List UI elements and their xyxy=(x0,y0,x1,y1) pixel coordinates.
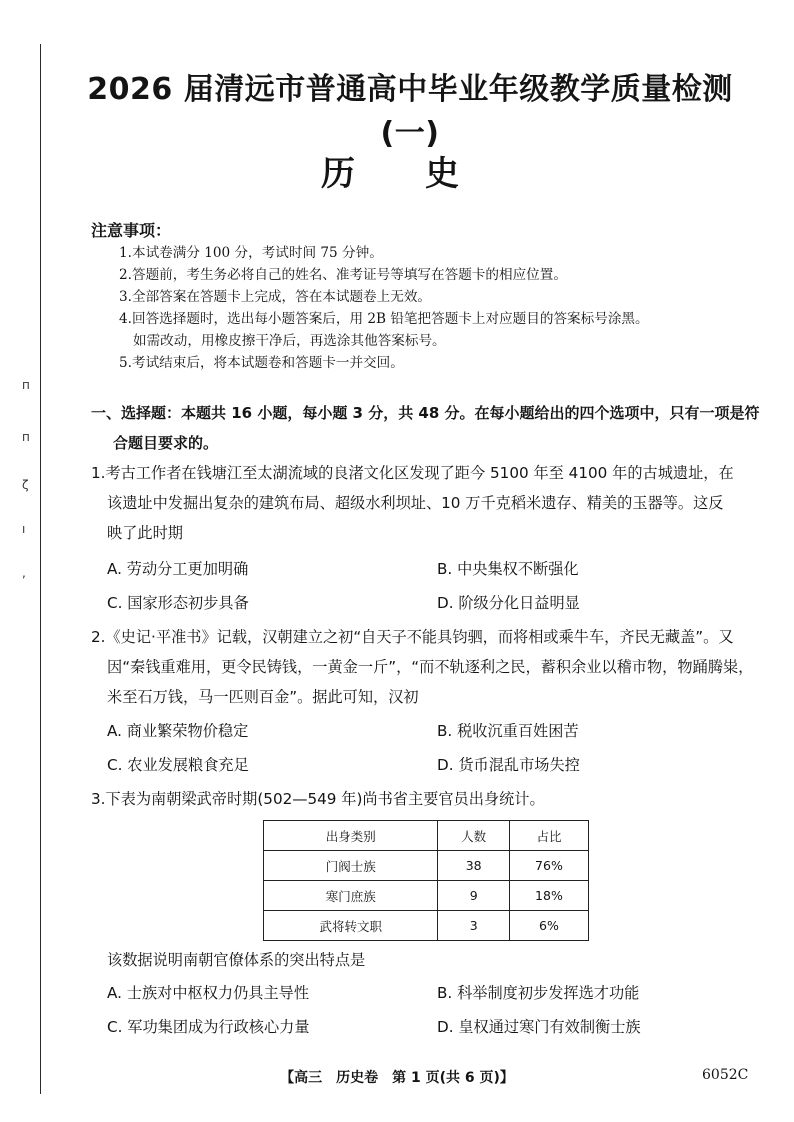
notice-heading: 注意事项： xyxy=(91,221,172,240)
notice-item xyxy=(91,242,781,264)
notice-item xyxy=(91,352,781,374)
table-header-cell: 出身类别 xyxy=(264,821,438,851)
option-d: D. 货币混乱市场失控 xyxy=(437,756,580,774)
table-cell: 9 xyxy=(438,881,509,911)
table-cell: 76% xyxy=(509,851,588,881)
question-stem-line: 3.下表为南朝梁武帝时期(502—549 年)尚书省主要官员出身统计。 xyxy=(91,790,545,808)
question-stem-line: 2.《史记·平准书》记载，汉朝建立之初“自天子不能具钧驷，而将相或乘牛车，齐民无藏盖”。又 xyxy=(91,628,734,646)
question-stem-line: 映了此时期 xyxy=(107,524,183,542)
table-cell: 18% xyxy=(509,881,588,911)
question-2 xyxy=(91,622,781,712)
option-d: D. 皇权通过寒门有效制衡士族 xyxy=(437,1018,641,1036)
table-header-row xyxy=(264,821,589,851)
notice-item-text: 1.本试卷满分 100 分，考试时间 75 分钟。 xyxy=(119,245,383,261)
option-a: A. 商业繁荣物价稳定 xyxy=(107,722,249,740)
notice-item xyxy=(91,286,781,308)
question-stem-line: 米至石万钱，马一匹则百金”。据此可知，汉初 xyxy=(107,688,419,706)
margin-mark: ı xyxy=(22,522,26,536)
table-cell: 38 xyxy=(438,851,509,881)
notice-item-text: 4.回答选择题时，选出每小题答案后，用 2B 铅笔把答题卡上对应题目的答案标号涂黑。 xyxy=(119,311,649,327)
option-a: A. 劳动分工更加明确 xyxy=(107,560,249,578)
section-heading-line: 一、选择题：本题共 16 小题，每小题 3 分，共 48 分。在每小题给出的四个选项中，只有一项是符 xyxy=(91,404,760,422)
notice-item-text: 2.答题前，考生务必将自己的姓名、准考证号等填写在答题卡的相应位置。 xyxy=(119,267,567,283)
option-b: B. 税收沉重百姓困苦 xyxy=(437,722,579,740)
margin-mark: ζ xyxy=(22,478,29,492)
paper-code: 6052C xyxy=(702,1067,749,1083)
margin-mark: п xyxy=(22,430,30,444)
statistics-table xyxy=(263,820,589,941)
question-3-prompt xyxy=(107,945,794,975)
table-cell: 6% xyxy=(509,911,588,941)
table-cell: 武将转文职 xyxy=(264,911,438,941)
table-cell: 门阀士族 xyxy=(264,851,438,881)
table-row xyxy=(264,911,589,941)
question-1 xyxy=(91,458,781,548)
table-header-cell: 人数 xyxy=(438,821,509,851)
option-c: C. 农业发展粮食充足 xyxy=(107,756,249,774)
table-header-cell: 占比 xyxy=(509,821,588,851)
notice-item xyxy=(91,308,781,352)
question-stem-line: 该遗址中发掘出复杂的建筑布局、超级水利坝址、10 万千克稻米遗存、精美的玉器等。这反 xyxy=(107,494,724,512)
page-footer: 【高三 历史卷 第 1 页(共 6 页)】 xyxy=(280,1070,514,1086)
option-b: B. 中央集权不断强化 xyxy=(437,560,579,578)
subject-title: 历史 xyxy=(321,154,529,194)
margin-mark: , xyxy=(22,566,26,580)
table-cell: 3 xyxy=(438,911,509,941)
binding-line xyxy=(40,44,41,1094)
notice-item-text: 3.全部答案在答题卡上完成，答在本试题卷上无效。 xyxy=(119,289,432,305)
table-cell: 寒门庶族 xyxy=(264,881,438,911)
notice-block xyxy=(91,220,781,374)
section-heading-line: 合题目要求的。 xyxy=(113,434,219,452)
option-c: C. 军功集团成为行政核心力量 xyxy=(107,1018,310,1036)
notice-item xyxy=(91,264,781,286)
option-b: B. 科举制度初步发挥选才功能 xyxy=(437,984,640,1002)
question-stem-line: 因“秦钱重难用，更令民铸钱，一黄金一斤”，“而不轨逐利之民，蓄积余业以稽市物，物踊腾粜， xyxy=(107,658,754,676)
option-a: A. 士族对中枢权力仍具主导性 xyxy=(107,984,310,1002)
option-c: C. 国家形态初步具备 xyxy=(107,594,249,612)
question-stem-line: 1.考古工作者在钱塘江至太湖流域的良渚文化区发现了距今 5100 年至 4100 年的古城遗址，在 xyxy=(91,464,734,482)
question-3 xyxy=(91,784,781,814)
option-d: D. 阶级分化日益明显 xyxy=(437,594,580,612)
exam-title: 2026 届清远市普通高中毕业年级教学质量检测(一) xyxy=(87,72,733,151)
section-heading xyxy=(91,398,781,458)
notice-item-continuation: 如需改动，用橡皮擦干净后，再选涂其他答案标号。 xyxy=(133,333,446,349)
table-row xyxy=(264,851,589,881)
question-stem-line: 该数据说明南朝官僚体系的突出特点是 xyxy=(107,951,366,969)
notice-item-text: 5.考试结束后，将本试题卷和答题卡一并交回。 xyxy=(119,355,404,371)
table-row xyxy=(264,881,589,911)
margin-mark: п xyxy=(22,378,30,392)
notice-list xyxy=(91,242,781,374)
